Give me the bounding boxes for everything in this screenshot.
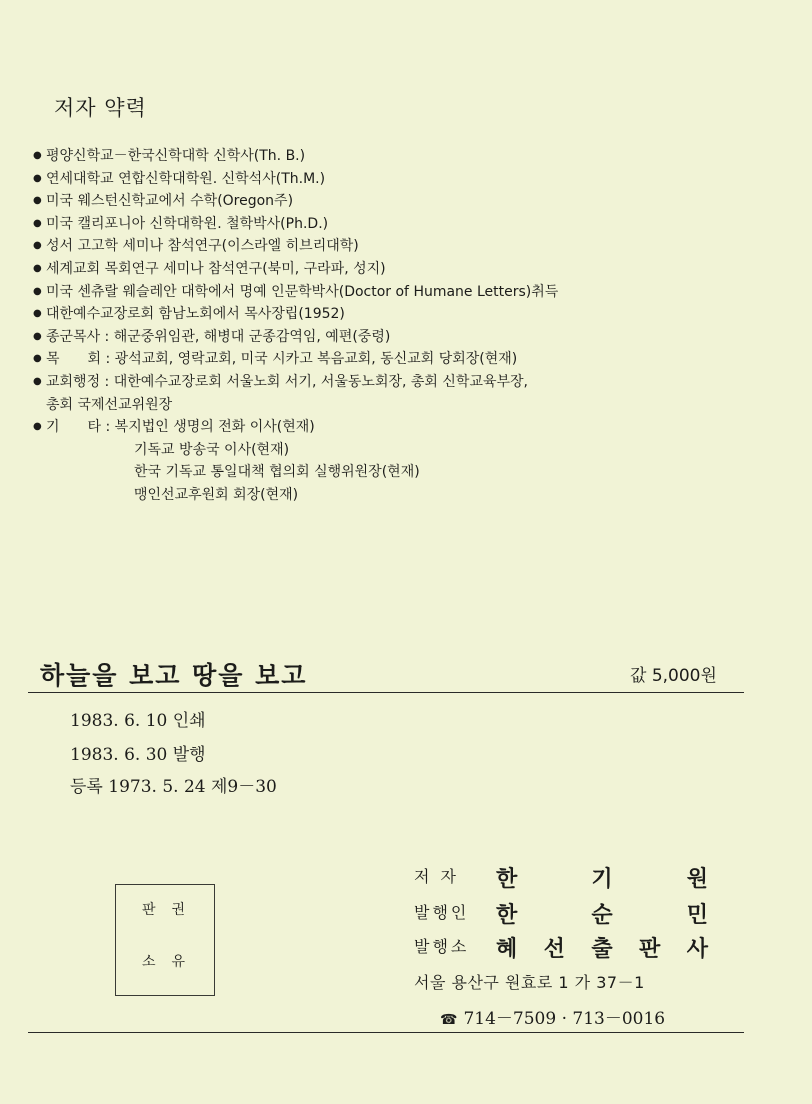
bio-item: ● 교회행정 : 대한예수교장로회 서울노회 서기, 서울동노회장, 총회 신학교육부장, — [34, 371, 774, 394]
bio-list — [34, 145, 774, 507]
print-date: 1983. 6. 10 인쇄 — [70, 711, 206, 731]
bio-item: ● 미국 캘리포니아 신학대학원. 철학박사(Ph.D.) — [34, 213, 774, 236]
issuer-label: 발행인 — [414, 903, 470, 922]
bio-item: ● 기 타 : 복지법인 생명의 전화 이사(현재) — [34, 416, 774, 439]
bio-item-continuation: 총회 국제선교위원장 — [46, 396, 173, 413]
bio-item-continuation: 맹인선교후원회 회장(현재) — [134, 486, 299, 503]
imprint-issuer — [414, 898, 708, 929]
bio-item: ● 성서 고고학 세미나 참석연구(이스라엘 히브리대학) — [34, 235, 774, 258]
bio-title: 저자 약력 — [54, 96, 147, 120]
phone-number: 714－7509 · 713－0016 — [463, 1009, 666, 1029]
copyright-line: 판권 — [142, 902, 202, 918]
copyright-line: 소유 — [142, 954, 202, 970]
imprint-publisher — [414, 932, 708, 963]
bio-item: ● 목 회 : 광석교회, 영락교회, 미국 시카고 복음교회, 동신교회 당회장(현재) — [34, 348, 774, 371]
bio-item-continuation: 기독교 방송국 이사(현재) — [134, 441, 290, 458]
bio-item: ● 평양신학교－한국신학대학 신학사(Th. B.) — [34, 145, 774, 168]
bio-item: ● 연세대학교 연합신학대학원. 신학석사(Th.M.) — [34, 168, 774, 191]
publisher-label: 발행소 — [414, 937, 470, 956]
bio-item: ● 세계교회 목회연구 세미나 참석연구(북미, 구라파, 성지) — [34, 258, 774, 281]
publisher-address: 서울 용산구 원효로 1 가 37－1 — [414, 973, 645, 992]
publisher-phone — [440, 1004, 665, 1029]
price: 값 5,000원 — [630, 666, 717, 686]
author-name: 한 기 원 — [496, 867, 708, 892]
bio-item: ● 대한예수교장로회 함남노회에서 목사장립(1952) — [34, 303, 774, 326]
registration: 등록 1973. 5. 24 제9－30 — [70, 777, 277, 797]
divider — [28, 1032, 744, 1033]
issue-date: 1983. 6. 30 발행 — [70, 745, 206, 765]
imprint-author — [414, 862, 708, 893]
book-title: 하늘을 보고 땅을 보고 — [40, 661, 308, 690]
bio-item: ● 미국 웨스턴신학교에서 수학(Oregon주) — [34, 190, 774, 213]
issuer-name: 한 순 민 — [496, 903, 708, 928]
divider — [28, 692, 744, 693]
bio-item-continuation: 한국 기독교 통일대책 협의회 실행위원장(현재) — [134, 464, 420, 481]
bio-item: ● 미국 센츄랄 웨슬레안 대학에서 명예 인문학박사(Doctor of Humane Letters)취득 — [34, 281, 774, 304]
telephone-icon: ☎ — [440, 1012, 458, 1028]
publisher-name: 혜 선 출 판 사 — [496, 937, 708, 962]
bio-item: ● 종군목사 : 해군중위임관, 해병대 군종감역임, 예편(중령) — [34, 326, 774, 349]
copyright-box — [115, 884, 215, 996]
author-label: 저 자 — [414, 867, 459, 886]
